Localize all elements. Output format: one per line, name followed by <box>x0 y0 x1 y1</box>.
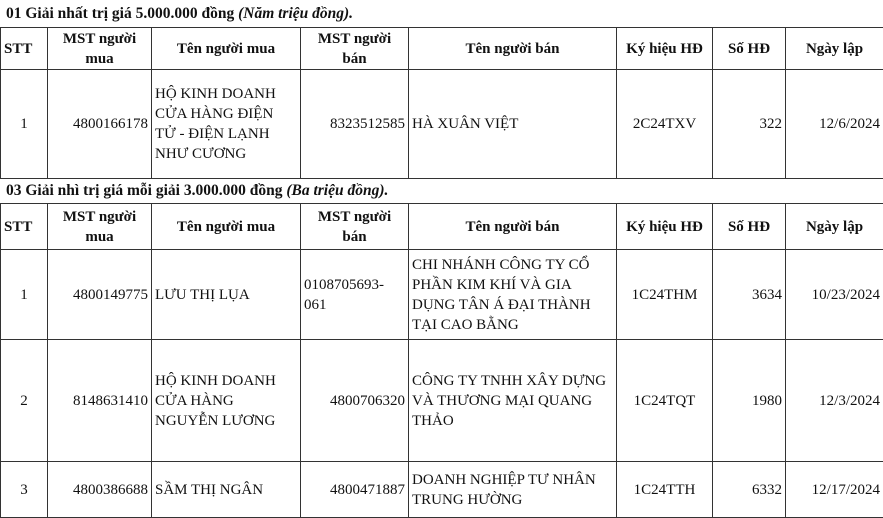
cell-mst-ban: 4800471887 <box>301 462 409 518</box>
header-so-hd: Số HĐ <box>713 204 786 250</box>
table-row <box>1 70 883 179</box>
cell-ten-ban: CÔNG TY TNHH XÂY DỰNG VÀ THƯƠNG MẠI QUANG THẢO <box>409 340 617 462</box>
cell-mst-ban: 4800706320 <box>301 340 409 462</box>
cell-mst-mua: 8148631410 <box>48 340 152 462</box>
header-stt: STT <box>1 28 48 70</box>
header-ten-ban: Tên người bán <box>409 28 617 70</box>
cell-ten-mua: SẦM THỊ NGÂN <box>152 462 301 518</box>
cell-ky-hieu: 1C24TQT <box>617 340 713 462</box>
table-row <box>1 462 883 518</box>
cell-ten-mua: HỘ KINH DOANH CỬA HÀNG ĐIỆN TỬ - ĐIỆN LẠNH NHƯ CƯƠNG <box>152 70 301 179</box>
prize2-section <box>0 178 883 518</box>
header-ky-hieu: Ký hiệu HĐ <box>617 204 713 250</box>
cell-ky-hieu: 1C24TTH <box>617 462 713 518</box>
header-mst-mua: MST người mua <box>48 28 152 70</box>
cell-ten-mua: LƯU THỊ LỤA <box>152 250 301 340</box>
cell-so-hd: 3634 <box>713 250 786 340</box>
cell-mst-mua: 4800149775 <box>48 250 152 340</box>
header-mst-ban: MST người bán <box>301 28 409 70</box>
cell-stt: 1 <box>1 250 48 340</box>
cell-mst-ban: 8323512585 <box>301 70 409 179</box>
cell-ngay-lap: 12/6/2024 <box>786 70 883 179</box>
cell-ngay-lap: 12/17/2024 <box>786 462 883 518</box>
cell-ten-ban: HÀ XUÂN VIỆT <box>409 70 617 179</box>
cell-ky-hieu: 1C24THM <box>617 250 713 340</box>
prize1-section <box>0 0 883 179</box>
header-so-hd: Số HĐ <box>713 28 786 70</box>
header-ngay-lap: Ngày lập <box>786 204 883 250</box>
header-ten-ban: Tên người bán <box>409 204 617 250</box>
header-ten-mua: Tên người mua <box>152 28 301 70</box>
prize2-title: 03 Giải nhì trị giá mỗi giải 3.000.000 đồng (Ba triệu đồng). <box>0 178 883 203</box>
cell-ky-hieu: 2C24TXV <box>617 70 713 179</box>
header-ky-hieu: Ký hiệu HĐ <box>617 28 713 70</box>
cell-ngay-lap: 10/23/2024 <box>786 250 883 340</box>
cell-so-hd: 322 <box>713 70 786 179</box>
cell-mst-mua: 4800166178 <box>48 70 152 179</box>
table-row <box>1 340 883 462</box>
cell-so-hd: 1980 <box>713 340 786 462</box>
table-header <box>1 28 883 70</box>
cell-mst-mua: 4800386688 <box>48 462 152 518</box>
header-ten-mua: Tên người mua <box>152 204 301 250</box>
cell-stt: 2 <box>1 340 48 462</box>
prize2-table <box>0 203 883 518</box>
cell-mst-ban: 0108705693-061 <box>301 250 409 340</box>
header-stt: STT <box>1 204 48 250</box>
table-row <box>1 250 883 340</box>
cell-ten-mua: HỘ KINH DOANH CỬA HÀNG NGUYỄN LƯƠNG <box>152 340 301 462</box>
cell-ten-ban: DOANH NGHIỆP TƯ NHÂN TRUNG HƯỜNG <box>409 462 617 518</box>
cell-ngay-lap: 12/3/2024 <box>786 340 883 462</box>
header-ngay-lap: Ngày lập <box>786 28 883 70</box>
header-mst-ban: MST người bán <box>301 204 409 250</box>
prize1-title: 01 Giải nhất trị giá 5.000.000 đồng (Năm triệu đồng). <box>0 0 883 27</box>
cell-stt: 3 <box>1 462 48 518</box>
cell-ten-ban: CHI NHÁNH CÔNG TY CỔ PHẦN KIM KHÍ VÀ GIA DỤNG TÂN Á ĐẠI THÀNH TẠI CAO BẰNG <box>409 250 617 340</box>
prize1-table <box>0 27 883 179</box>
table-header <box>1 204 883 250</box>
header-mst-mua: MST người mua <box>48 204 152 250</box>
cell-so-hd: 6332 <box>713 462 786 518</box>
cell-stt: 1 <box>1 70 48 179</box>
